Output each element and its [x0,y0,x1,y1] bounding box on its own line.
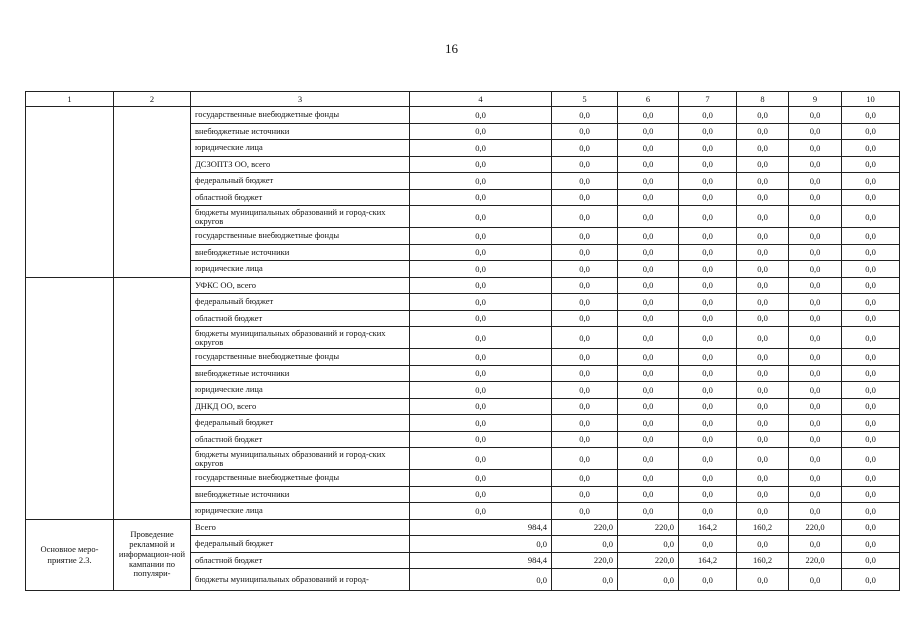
value-cell: 0,0 [679,415,737,432]
value-cell: 0,0 [552,536,618,553]
value-cell: 0,0 [618,349,679,366]
value-cell: 220,0 [618,552,679,569]
funding-source-cell: федеральный бюджет [191,294,410,311]
value-cell: 0,0 [679,189,737,206]
value-cell: 0,0 [618,277,679,294]
value-cell: 0,0 [842,448,900,470]
value-cell: 220,0 [552,519,618,536]
value-cell: 0,0 [679,349,737,366]
value-cell: 0,0 [789,486,842,503]
value-cell: 0,0 [410,294,552,311]
value-cell: 0,0 [789,294,842,311]
value-cell: 0,0 [552,327,618,349]
value-cell: 0,0 [842,310,900,327]
value-cell: 0,0 [679,123,737,140]
value-cell: 164,2 [679,519,737,536]
value-cell: 984,4 [410,519,552,536]
value-cell: 0,0 [552,486,618,503]
value-cell: 0,0 [618,431,679,448]
value-cell: 0,0 [737,173,789,190]
value-cell: 0,0 [789,173,842,190]
funding-source-cell: юридические лица [191,503,410,520]
page-number: 16 [445,41,458,56]
value-cell: 0,0 [679,244,737,261]
value-cell: 0,0 [737,189,789,206]
value-cell: 0,0 [789,228,842,245]
funding-source-cell: ДНКД ОО, всего [191,398,410,415]
value-cell: 0,0 [842,382,900,399]
value-cell: 0,0 [679,398,737,415]
value-cell: 0,0 [679,365,737,382]
value-cell: 0,0 [737,382,789,399]
funding-source-cell: юридические лица [191,140,410,157]
value-cell: 0,0 [679,277,737,294]
funding-source-cell: областной бюджет [191,189,410,206]
value-cell: 0,0 [737,349,789,366]
table-row [26,519,900,536]
funding-source-cell: Всего [191,519,410,536]
value-cell: 0,0 [410,107,552,124]
value-cell: 0,0 [737,536,789,553]
value-cell: 0,0 [552,448,618,470]
value-cell: 0,0 [679,431,737,448]
funding-source-cell: федеральный бюджет [191,415,410,432]
value-cell: 0,0 [842,294,900,311]
value-cell: 160,2 [737,552,789,569]
value-cell: 0,0 [737,431,789,448]
value-cell: 0,0 [552,156,618,173]
value-cell: 0,0 [789,569,842,591]
value-cell: 0,0 [737,206,789,228]
value-cell: 0,0 [789,327,842,349]
value-cell: 0,0 [789,349,842,366]
value-cell: 0,0 [842,261,900,278]
value-cell: 0,0 [842,327,900,349]
value-cell: 0,0 [737,415,789,432]
budget-table [25,91,900,591]
value-cell: 0,0 [789,156,842,173]
value-cell: 0,0 [618,294,679,311]
value-cell: 0,0 [552,569,618,591]
value-cell: 0,0 [842,277,900,294]
value-cell: 0,0 [410,365,552,382]
funding-source-cell: УФКС ОО, всего [191,277,410,294]
value-cell: 0,0 [842,569,900,591]
value-cell: 984,4 [410,552,552,569]
value-cell: 0,0 [618,244,679,261]
value-cell: 0,0 [789,261,842,278]
value-cell: 0,0 [410,536,552,553]
column-header: 10 [842,92,900,107]
value-cell: 0,0 [737,140,789,157]
value-cell: 0,0 [737,156,789,173]
value-cell: 0,0 [842,552,900,569]
value-cell: 0,0 [679,294,737,311]
funding-source-cell: внебюджетные источники [191,123,410,140]
value-cell: 0,0 [842,228,900,245]
description-cell [114,107,191,278]
value-cell: 0,0 [410,189,552,206]
value-cell: 0,0 [789,415,842,432]
value-cell: 0,0 [552,277,618,294]
value-cell: 0,0 [410,569,552,591]
value-cell: 0,0 [842,189,900,206]
funding-source-cell: государственные внебюджетные фонды [191,349,410,366]
value-cell: 0,0 [789,310,842,327]
value-cell: 0,0 [410,173,552,190]
value-cell: 0,0 [789,503,842,520]
value-cell: 0,0 [737,294,789,311]
value-cell: 0,0 [679,470,737,487]
value-cell: 0,0 [789,398,842,415]
value-cell: 0,0 [618,536,679,553]
value-cell: 0,0 [679,327,737,349]
value-cell: 0,0 [410,382,552,399]
value-cell: 0,0 [618,503,679,520]
value-cell: 0,0 [410,277,552,294]
value-cell: 0,0 [618,261,679,278]
value-cell: 164,2 [679,552,737,569]
value-cell: 0,0 [618,382,679,399]
value-cell: 0,0 [410,261,552,278]
value-cell: 0,0 [789,448,842,470]
description-cell [114,277,191,519]
funding-source-cell: областной бюджет [191,552,410,569]
value-cell: 0,0 [842,398,900,415]
value-cell: 0,0 [679,228,737,245]
value-cell: 0,0 [552,398,618,415]
value-cell: 0,0 [618,365,679,382]
value-cell: 0,0 [618,140,679,157]
value-cell: 0,0 [618,310,679,327]
value-cell: 0,0 [789,244,842,261]
value-cell: 0,0 [679,107,737,124]
value-cell: 0,0 [789,277,842,294]
value-cell: 0,0 [410,486,552,503]
value-cell: 0,0 [737,310,789,327]
header-row [26,92,900,107]
value-cell: 0,0 [842,486,900,503]
value-cell: 0,0 [552,310,618,327]
value-cell: 0,0 [552,189,618,206]
value-cell: 0,0 [842,519,900,536]
value-cell: 0,0 [842,415,900,432]
funding-source-cell: юридические лица [191,261,410,278]
value-cell: 0,0 [737,244,789,261]
value-cell: 0,0 [789,365,842,382]
table-row [26,277,900,294]
value-cell: 0,0 [410,206,552,228]
value-cell: 0,0 [618,448,679,470]
value-cell: 0,0 [552,365,618,382]
value-cell: 0,0 [679,206,737,228]
value-cell: 0,0 [842,365,900,382]
funding-source-cell: внебюджетные источники [191,244,410,261]
value-cell: 0,0 [842,503,900,520]
measure-cell [26,107,114,278]
value-cell: 0,0 [618,123,679,140]
value-cell: 0,0 [618,415,679,432]
value-cell: 0,0 [410,503,552,520]
value-cell: 0,0 [679,569,737,591]
value-cell: 0,0 [737,569,789,591]
value-cell: 0,0 [618,107,679,124]
column-header: 7 [679,92,737,107]
value-cell: 0,0 [552,382,618,399]
column-header: 1 [26,92,114,107]
value-cell: 0,0 [679,382,737,399]
value-cell: 0,0 [679,140,737,157]
value-cell: 0,0 [618,398,679,415]
value-cell: 0,0 [679,503,737,520]
value-cell: 0,0 [679,536,737,553]
value-cell: 0,0 [737,123,789,140]
funding-source-cell: областной бюджет [191,310,410,327]
value-cell: 0,0 [618,189,679,206]
value-cell: 0,0 [737,486,789,503]
funding-source-cell: бюджеты муниципальных образований и город-ских округов [191,448,410,470]
value-cell: 160,2 [737,519,789,536]
measure-cell: Основное меро-приятие 2.3. [26,519,114,591]
funding-source-cell: государственные внебюджетные фонды [191,107,410,124]
value-cell: 0,0 [552,503,618,520]
value-cell: 0,0 [842,173,900,190]
value-cell: 0,0 [842,536,900,553]
value-cell: 0,0 [410,349,552,366]
value-cell: 0,0 [842,107,900,124]
value-cell: 0,0 [552,206,618,228]
value-cell: 0,0 [618,206,679,228]
column-header: 4 [410,92,552,107]
funding-source-cell: внебюджетные источники [191,365,410,382]
column-header: 3 [191,92,410,107]
funding-source-cell: областной бюджет [191,431,410,448]
value-cell: 220,0 [618,519,679,536]
value-cell: 0,0 [552,228,618,245]
funding-source-cell: ДСЗОПТЗ ОО, всего [191,156,410,173]
funding-source-cell: бюджеты муниципальных образований и город-ских округов [191,206,410,228]
column-header: 5 [552,92,618,107]
value-cell: 0,0 [410,431,552,448]
column-header: 8 [737,92,789,107]
value-cell: 0,0 [618,327,679,349]
value-cell: 0,0 [737,327,789,349]
value-cell: 0,0 [789,123,842,140]
funding-source-cell: федеральный бюджет [191,536,410,553]
value-cell: 0,0 [618,486,679,503]
value-cell: 0,0 [410,140,552,157]
column-header: 9 [789,92,842,107]
value-cell: 0,0 [679,448,737,470]
value-cell: 0,0 [842,123,900,140]
value-cell: 0,0 [789,470,842,487]
value-cell: 0,0 [737,470,789,487]
value-cell: 0,0 [410,415,552,432]
value-cell: 0,0 [410,123,552,140]
value-cell: 0,0 [552,244,618,261]
value-cell: 0,0 [789,107,842,124]
table-row [26,107,900,124]
value-cell: 0,0 [410,398,552,415]
value-cell: 0,0 [737,365,789,382]
value-cell: 0,0 [842,206,900,228]
value-cell: 0,0 [737,277,789,294]
value-cell: 0,0 [410,244,552,261]
value-cell: 0,0 [842,244,900,261]
value-cell: 0,0 [789,206,842,228]
value-cell: 0,0 [842,349,900,366]
funding-source-cell: внебюджетные источники [191,486,410,503]
value-cell: 0,0 [552,107,618,124]
column-header: 6 [618,92,679,107]
value-cell: 0,0 [679,486,737,503]
value-cell: 0,0 [842,140,900,157]
description-cell: Проведение рекламной и информацион-ной кампании по популяри- [114,519,191,591]
value-cell: 0,0 [789,140,842,157]
value-cell: 0,0 [842,156,900,173]
value-cell: 0,0 [737,228,789,245]
funding-source-cell: бюджеты муниципальных образований и город-ских округов [191,327,410,349]
value-cell: 0,0 [552,140,618,157]
value-cell: 0,0 [737,107,789,124]
funding-source-cell: государственные внебюджетные фонды [191,228,410,245]
value-cell: 0,0 [618,569,679,591]
value-cell: 0,0 [737,503,789,520]
value-cell: 0,0 [679,156,737,173]
value-cell: 0,0 [552,431,618,448]
value-cell: 0,0 [789,431,842,448]
value-cell: 0,0 [552,261,618,278]
value-cell: 0,0 [679,310,737,327]
value-cell: 0,0 [552,294,618,311]
value-cell: 0,0 [618,156,679,173]
value-cell: 0,0 [618,228,679,245]
column-header: 2 [114,92,191,107]
value-cell: 0,0 [410,228,552,245]
measure-cell [26,277,114,519]
value-cell: 0,0 [789,536,842,553]
value-cell: 0,0 [789,382,842,399]
value-cell: 0,0 [552,123,618,140]
value-cell: 0,0 [552,349,618,366]
value-cell: 220,0 [789,519,842,536]
value-cell: 0,0 [618,173,679,190]
funding-source-cell: государственные внебюджетные фонды [191,470,410,487]
value-cell: 0,0 [679,261,737,278]
funding-source-cell: федеральный бюджет [191,173,410,190]
value-cell: 0,0 [552,173,618,190]
value-cell: 0,0 [552,470,618,487]
value-cell: 0,0 [679,173,737,190]
value-cell: 0,0 [842,470,900,487]
funding-source-cell: юридические лица [191,382,410,399]
value-cell: 0,0 [410,448,552,470]
value-cell: 0,0 [737,261,789,278]
value-cell: 0,0 [410,470,552,487]
value-cell: 0,0 [737,448,789,470]
value-cell: 0,0 [789,189,842,206]
funding-source-cell: бюджеты муниципальных образований и город- [191,569,410,591]
value-cell: 0,0 [410,156,552,173]
value-cell: 0,0 [410,310,552,327]
value-cell: 0,0 [842,431,900,448]
value-cell: 0,0 [410,327,552,349]
value-cell: 0,0 [618,470,679,487]
value-cell: 220,0 [552,552,618,569]
value-cell: 0,0 [552,415,618,432]
value-cell: 0,0 [737,398,789,415]
value-cell: 220,0 [789,552,842,569]
